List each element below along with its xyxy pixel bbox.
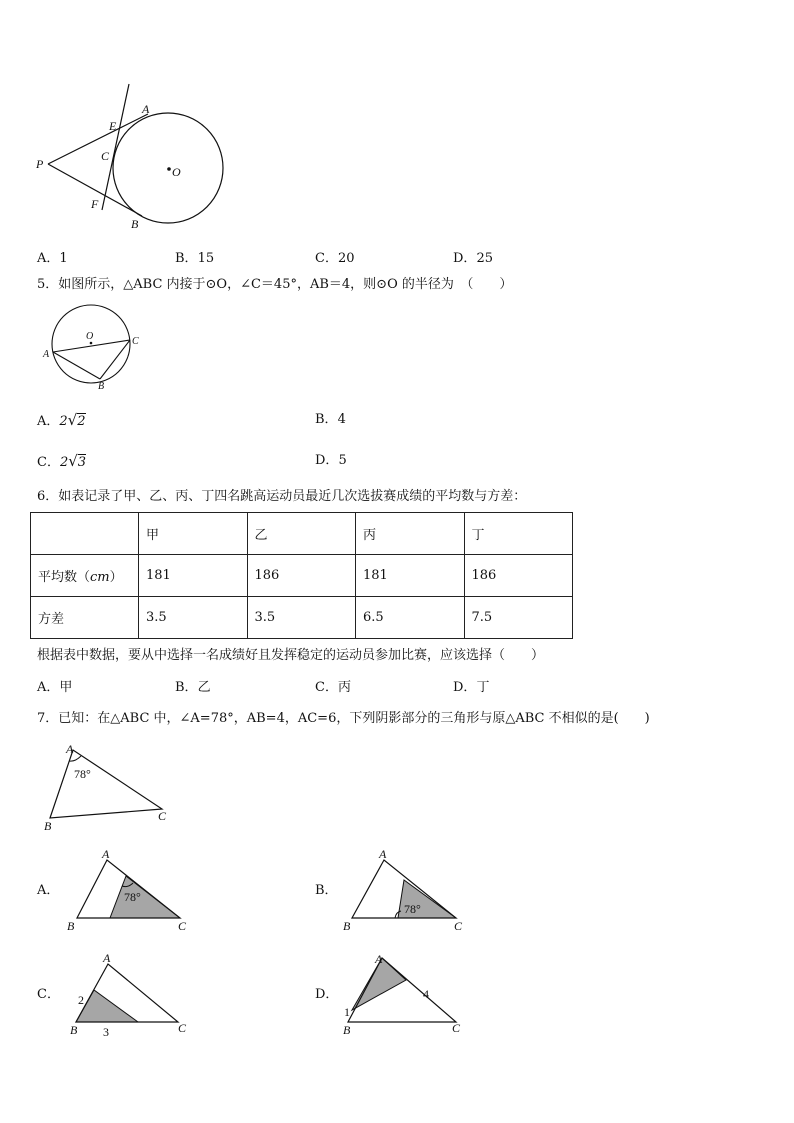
- label-a: A: [66, 742, 74, 756]
- center-dot: [90, 342, 93, 345]
- length-label-4: 4: [423, 987, 429, 1001]
- row-label-variance: 方差: [31, 597, 139, 639]
- label-b: B: [67, 919, 75, 933]
- length-label-1: 1: [344, 1005, 350, 1019]
- q7-stem: 7．已知：在△ABC 中，∠A=78°，AB=4，AC=6，下列阴影部分的三角形与原△ABC 不相似的是( ): [37, 711, 650, 726]
- sqrt-icon: √: [67, 411, 78, 429]
- q6-option-b[interactable]: B．乙: [175, 680, 211, 695]
- row-label-mean: 平均数（cm）: [31, 555, 139, 597]
- table-cell: 181: [139, 555, 248, 597]
- q5-option-b[interactable]: B．4: [315, 412, 346, 427]
- table-header-row: [31, 513, 573, 555]
- label-a: A: [375, 952, 383, 966]
- q7-option-b-figure: [340, 846, 480, 936]
- table-header-jia: 甲: [139, 513, 248, 555]
- table-row: [31, 597, 573, 639]
- label-b: B: [343, 919, 351, 933]
- line-pa: [48, 114, 148, 164]
- q7-option-a-letter[interactable]: A．: [37, 883, 60, 898]
- table-cell: [31, 513, 139, 555]
- q5-option-d[interactable]: D．5: [315, 453, 347, 468]
- q5-option-c[interactable]: C．2√3: [37, 452, 87, 470]
- table-cell: 186: [247, 555, 356, 597]
- q4-option-a[interactable]: A．1: [37, 251, 68, 266]
- angle-label: 78°: [74, 767, 91, 781]
- label-a: A: [103, 951, 111, 965]
- table-cell: 3.5: [247, 597, 356, 639]
- label-c: C: [178, 1021, 187, 1035]
- q4-option-d[interactable]: D．25: [453, 251, 493, 266]
- label-a: A: [379, 847, 387, 861]
- q6-follow-text: 根据表中数据，要从中选择一名成绩好且发挥稳定的运动员参加比赛，应该选择（ ）: [37, 648, 545, 663]
- shaded-triangle: [110, 876, 180, 918]
- q6-stem: 6．如表记录了甲、乙、丙、丁四名跳高运动员最近几次选拔赛成绩的平均数与方差：: [37, 489, 527, 504]
- side-bc: [100, 340, 130, 379]
- label-e: E: [109, 119, 117, 133]
- table-cell: 7.5: [464, 597, 573, 639]
- triangle-abc: [50, 750, 162, 818]
- length-label-2: 2: [78, 993, 84, 1007]
- q7-option-a-figure: [62, 846, 202, 936]
- q7-main-triangle: [38, 738, 178, 833]
- table-header-bing: 丙: [356, 513, 465, 555]
- label-f: F: [91, 197, 99, 211]
- label-c: C: [178, 919, 187, 933]
- q6-option-c[interactable]: C．丙: [315, 680, 351, 695]
- label-c: C: [158, 809, 167, 823]
- label-o: O: [86, 331, 94, 342]
- q4-option-b[interactable]: B．15: [175, 251, 215, 266]
- label-b: B: [44, 819, 52, 833]
- tangent-ef: [102, 84, 129, 210]
- label-b: B: [70, 1023, 78, 1037]
- q7-option-c-figure: [58, 950, 203, 1040]
- label-c: C: [132, 336, 139, 347]
- table-cell: 186: [464, 555, 573, 597]
- q7-option-d-letter[interactable]: D．: [315, 987, 339, 1002]
- q6-score-table: [30, 512, 573, 639]
- label-a: A: [102, 847, 110, 861]
- table-cell: 6.5: [356, 597, 465, 639]
- label-p: P: [36, 157, 44, 171]
- q5-option-a[interactable]: A．2√2: [37, 411, 86, 429]
- table-cell: 181: [356, 555, 465, 597]
- q5-inscribed-triangle-figure: [36, 300, 146, 392]
- label-c: C: [452, 1021, 461, 1035]
- table-cell: 3.5: [139, 597, 248, 639]
- q7-option-d-figure: [338, 950, 478, 1040]
- q5-stem: 5．如图所示，△ABC 内接于⊙O，∠C＝45°，AB＝4，则⊙O 的半径为 （ ）: [37, 277, 513, 292]
- q6-option-a[interactable]: A．甲: [37, 680, 73, 695]
- label-a: A: [142, 102, 150, 116]
- table-header-ding: 丁: [464, 513, 573, 555]
- angle-label: 78°: [124, 890, 141, 904]
- center-dot: [167, 167, 171, 171]
- label-b: B: [131, 217, 139, 231]
- table-header-yi: 乙: [247, 513, 356, 555]
- label-c: C: [101, 149, 110, 163]
- label-b: B: [343, 1023, 351, 1037]
- q6-option-d[interactable]: D．丁: [453, 680, 490, 695]
- label-o: O: [172, 165, 181, 179]
- label-a: A: [43, 349, 50, 360]
- label-b: B: [98, 381, 105, 392]
- q7-option-c-letter[interactable]: C．: [37, 987, 60, 1002]
- label-c: C: [454, 919, 463, 933]
- q7-option-b-letter[interactable]: B．: [315, 883, 338, 898]
- q4-option-c[interactable]: C．20: [315, 251, 355, 266]
- table-row: [31, 555, 573, 597]
- side-ab: [53, 352, 100, 379]
- length-label-3: 3: [103, 1025, 109, 1039]
- q4-circle-tangent-figure: [30, 80, 240, 240]
- sqrt-icon: √: [68, 452, 78, 470]
- angle-label: 78°: [404, 902, 421, 916]
